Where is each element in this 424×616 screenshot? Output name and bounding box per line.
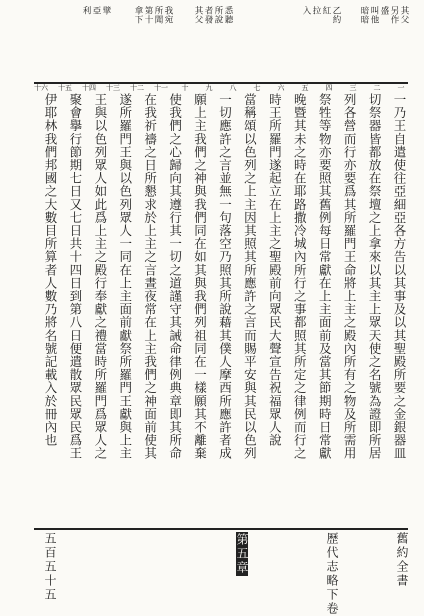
note-column: 亞 [91,6,101,15]
note-column: 另作 [389,6,399,24]
note-column: 我宛 [163,6,173,24]
text-column: 列各營而行亦要爲其所羅門王命將上主之殿內所有之物及所需用 [342,93,358,460]
text-column: 一乃王自遣使往亞細亞各方告以其事及以其聖殿所要之金銀器皿 [392,93,407,460]
verse-number: 九 [205,84,213,92]
verse-number: 十四 [82,84,96,92]
verse-number: 六 [277,84,285,92]
note-column: 紅 [321,6,331,15]
note-column: 乙約 [331,6,341,24]
verse-number: 十六 [34,84,48,92]
note-column: 者發 [203,6,213,24]
verse-number: 十一 [154,84,168,92]
note-column: 拉 [311,6,321,15]
note-column: 叫他 [369,6,379,24]
footer-book-title: 舊約全書 [395,532,409,588]
note-column: 其父 [399,6,409,24]
footer-chapter-box [236,532,248,576]
text-column: 王與以色列眾人如此爲上主之殿行奉獻之禮當時所羅門爲眾人之 [92,93,108,460]
text-column: 當稱頌以色列之上主因其照其所應許之言而賜平安與其民以色列 [242,93,258,460]
text-column: 使我們之心歸向其遵行其一切之道謹守其誡命律例典章即其所命 [167,93,183,460]
verse-number: 三 [349,84,357,92]
verse-number: 八 [229,84,237,92]
bottom-rule [34,528,408,530]
text-column: 祭牲等物亦要照其舊例每日常獻在上主面前及當其節期時日常獻 [317,93,333,460]
text-column: 晚暨其未之時在耶路撒冷城內所行之事都照其所定之律例而行之 [292,93,308,460]
verse-number: 十二 [130,84,144,92]
text-column: 在我祈禱之日所懇求於上主之言晝夜常在上主我們之神面前使其 [142,93,158,460]
text-column: 切祭器皆都放在祭壇之上拿來以其主上眾天使之名號為證即所居 [367,93,383,460]
note-column: 暗暗 [359,6,369,24]
text-column: 遂所羅門王與以色列眾人一同在上主面前獻祭所羅門王獻與上主 [117,93,133,460]
chapter-label: 第五章 [235,533,249,575]
text-column: 聚會擧行節期七日又七日共十四日到第八日便遣散眾民眾民爲王 [67,93,83,460]
text-column: 一切應許之言並無一句落空乃照其所說藉其僕人摩西所應許者成 [217,93,233,460]
text-column: 伊耶林我們邦國之大數目所算者人數乃將名號記載入於冊內也 [42,93,58,447]
note-column: 入 [301,6,311,15]
note-column: 其父 [193,6,203,24]
verse-number: 一 [397,84,405,92]
note-column: 第十 [143,6,153,24]
note-column: 拿下 [133,6,143,24]
page [34,0,409,616]
note-column: 悉聽 [223,6,233,24]
note-column: 所聞 [153,6,163,24]
verse-number: 十 [181,84,189,92]
verse-number: 四 [325,84,333,92]
verse-number: 七 [253,84,261,92]
marginal-notes [34,6,408,82]
verse-number: 十五 [58,84,72,92]
text-column: 願上主我們之神與我們同在如其與我們列祖同在一樣願其不離棄 [192,93,208,460]
verse-number: 五 [301,84,309,92]
verse-number: 十三 [106,84,120,92]
text-column: 時王所羅門遂起立在上主之聖殿前向眾民大聲宣告祝福眾人說 [267,93,283,447]
verse-number: 二 [373,84,381,92]
note-column: 利 [81,6,91,15]
footer-page-number: 五百五十五 [43,532,57,602]
note-column: 擘 [101,6,111,15]
footer-chapter-book: 歷代志略下卷 [325,532,339,616]
note-column: 盛 [379,6,389,15]
note-column: 所說 [213,6,223,24]
